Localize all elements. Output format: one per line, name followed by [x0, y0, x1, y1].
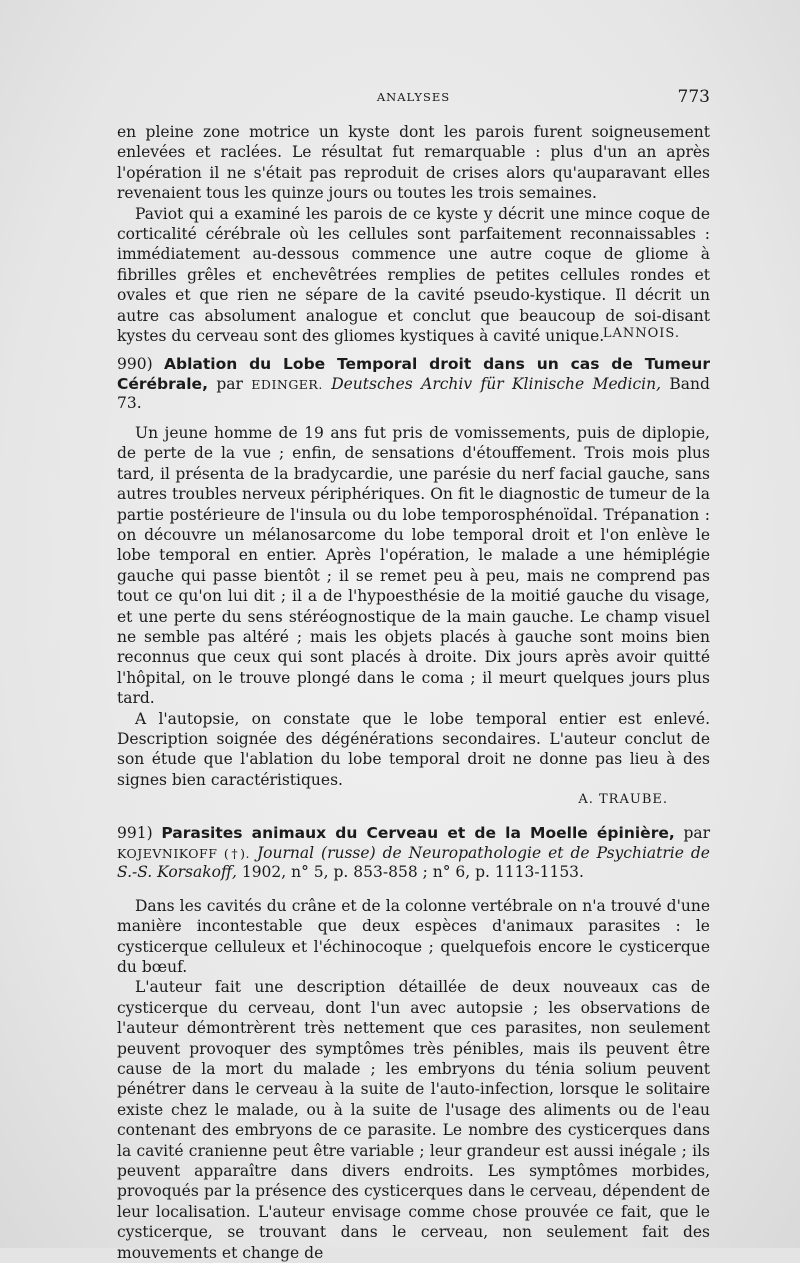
entry-990-heading: [117, 355, 710, 414]
entry-991-paragraph-2: L'auteur fait une description détaillée de deux nouveaux cas de cysticerque du cerveau, dont l'un avec autopsie ; les observations de l'auteur démontrèrent très nettement que ces parasites, non seulement peuvent provoquer des symptômes très pénibles, mais ils peuvent être cause de la mort du malade ; les embryons du ténia solium peuvent pénétrer dans le cerveau à la suite de l'auto-infection, lorsque le solitaire existe chez le malade, ou à la suite de l'usage des aliments ou de l'eau contenant des embryons de ce parasite. Le nombre des cysticerques dans la cavité cranienne peut être variable ; leur grandeur est aussi inégale ; ils peuvent apparaître dans divers endroits. Les symptômes morbides, provoqués par la présence des cysticerques dans le cerveau, dépendent de leur localisation. L'auteur envisage comme chose prouvée ce fait, que le cysticerque, se trouvant dans le cerveau, non seulement fait des mouvements et change de: [117, 978, 710, 1262]
entry-title: Ablation du Lobe Temporal droit dans un cas de Tumeur Cérébrale,: [117, 355, 710, 393]
intro-paragraph-2: Paviot qui a examiné les parois de ce kyste y décrit une mince coque de corticalité cérébrale où les cellules sont parfaitement reconnaissables : immédiatement au-dessous commence une autre coque de gliome à fibrilles grêles et enchevêtrées remplies de petites cellules rondes et ovales et que rien ne sépare de la cavité pseudo-kystique. Il décrit un autre cas absolument analogue et conclut que beaucoup de soi-disant kystes du cerveau sont des gliomes kystiques à cavité unique.: [117, 204, 710, 346]
entry-author: EDINGER.: [251, 376, 323, 392]
entry-number: 991): [117, 824, 153, 843]
signature-traube: A. TRAUBE.: [578, 792, 668, 808]
entry-number: 990): [117, 355, 153, 374]
entry-volume: Band 73.: [117, 374, 710, 413]
page-number: 773: [677, 87, 710, 107]
running-title: ANALYSES: [376, 90, 451, 104]
entry-author: KOJEVNIKOFF (†).: [117, 845, 250, 861]
entry-title: Parasites animaux du Cerveau et de la Moelle épinière,: [161, 824, 675, 843]
intro-paragraph-1: en pleine zone motrice un kyste dont les parois furent soigneusement enlevées et raclées. Le résultat fut remarquable : plus d'un an après l'opération il ne s'était pas reproduit de crises alors qu'auparavant elles revenaient tous les quinze jours ou toutes les trois semaines.: [117, 123, 710, 203]
page-body: [117, 122, 710, 1263]
signature-lannois: LANNOIS.: [602, 326, 680, 342]
entry-details: 1902, n° 5, p. 853-858 ; n° 6, p. 1113-1153.: [241, 863, 584, 882]
entry-991-heading: [117, 824, 710, 883]
page-header: [117, 87, 710, 112]
entry-990-paragraph-2: A l'autopsie, on constate que le lobe temporal entier est enlevé. Description soignée des dégénérations secondaires. L'auteur conclut de son étude que l'ablation du lobe temporal droit ne donne pas lieu à des signes bien caractéristiques.: [117, 709, 710, 789]
entry-source: Journal (russe) de Neuropathologie et de Psychiatrie de S.-S. Korsakoff,: [117, 843, 710, 882]
entry-991-paragraph-1: Dans les cavités du crâne et de la colonne vertébrale on n'a trouvé d'une manière incontestable que deux espèces d'animaux parasites : le cysticerque celluleux et l'échinocoque ; quelquefois encore le cysticerque du bœuf.: [117, 896, 710, 976]
entry-990-paragraph-1: Un jeune homme de 19 ans fut pris de vomissements, puis de diplopie, de perte de la vue ; enfin, de sensations d'étouffement. Trois mois plus tard, il présenta de la bradycardie, une parésie du nerf facial gauche, sans autres troubles nerveux périphériques. On fit le diagnostic de tumeur de la partie postérieure de l'insula ou du lobe temporosphénoïdal. Trépanation : on découvre un mélanosarcome du lobe temporal droit et l'on enlève le lobe temporal en entier. Après l'opération, le malade a une hémiplégie gauche qui passe bientôt ; il se remet peu à peu, mais ne comprend pas tout ce qu'on lui dit ; il a de l'hypoesthésie de la moitié gauche du visage, et une perte du sens stéréognostique de la main gauche. Le champ visuel ne semble pas altéré ; mais les objets placés à gauche sont moins bien reconnus que ceux qui sont placés à droite. Dix jours après avoir quitté l'hôpital, on le trouve plongé dans le coma ; il meurt quelques jours plus tard.: [117, 423, 710, 708]
entry-by: par: [216, 374, 243, 393]
entry-by: par: [683, 824, 711, 843]
entry-source: Deutsches Archiv für Klinische Medicin,: [331, 374, 662, 393]
